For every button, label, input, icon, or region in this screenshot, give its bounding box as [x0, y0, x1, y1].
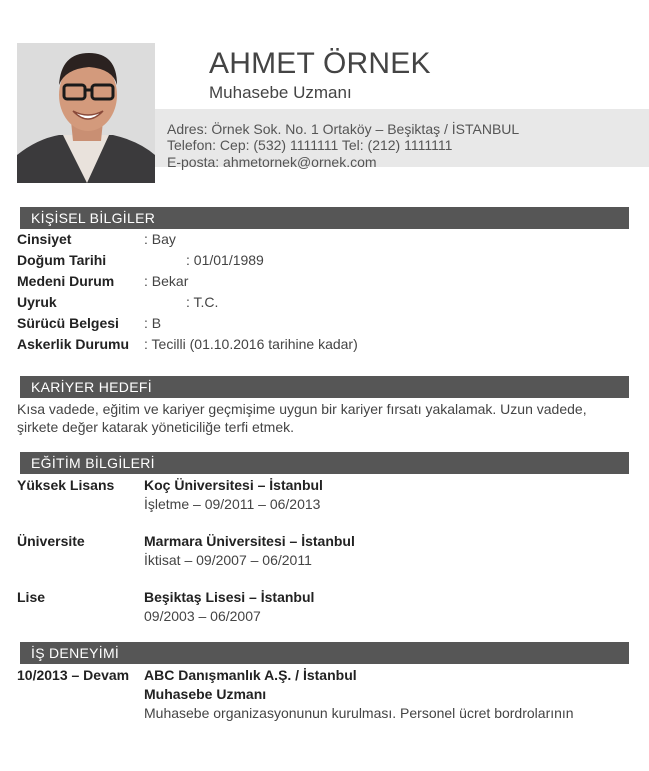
- section-heading-education: EĞİTİM BİLGİLERİ: [20, 452, 629, 474]
- personal-label: Medeni Durum: [17, 273, 115, 289]
- education-school: Marmara Üniversitesi – İstanbul: [144, 533, 355, 549]
- personal-label: Sürücü Belgesi: [17, 315, 119, 331]
- profile-photo: [17, 43, 155, 183]
- career-objective-text: Kısa vadede, eğitim ve kariyer geçmişime uygun bir kariyer fırsatı yakalamak. Uzun vadede, şirkete değer katarak yöneticiliğe terfi etmek.: [17, 401, 587, 435]
- education-detail: İktisat – 09/2007 – 06/2011: [144, 552, 312, 568]
- personal-label: Uyruk: [17, 294, 57, 310]
- personal-label: Doğum Tarihi: [17, 252, 107, 268]
- personal-value: : Tecilli (01.10.2016 tarihine kadar): [144, 336, 358, 352]
- personal-label: Cinsiyet: [17, 231, 72, 247]
- experience-period: 10/2013 – Devam: [17, 667, 130, 683]
- contact-email: E-posta: ahmetornek@ornek.com: [167, 154, 377, 170]
- education-level: Üniversite: [17, 533, 85, 549]
- personal-value: : T.C.: [186, 294, 219, 310]
- education-school: Beşiktaş Lisesi – İstanbul: [144, 589, 315, 605]
- experience-company: ABC Danışmanlık A.Ş. / İstanbul: [144, 667, 357, 683]
- experience-position: Muhasebe Uzmanı: [144, 686, 267, 702]
- personal-value: : Bekar: [144, 273, 189, 289]
- education-school: Koç Üniversitesi – İstanbul: [144, 477, 323, 493]
- personal-value: : Bay: [144, 231, 176, 247]
- section-heading-experience: İŞ DENEYİMİ: [20, 642, 629, 664]
- personal-value: : 01/01/1989: [186, 252, 264, 268]
- education-level: Yüksek Lisans: [17, 477, 115, 493]
- education-level: Lise: [17, 589, 46, 605]
- experience-description: Muhasebe organizasyonunun kurulması. Personel ücret bordrolarının: [144, 705, 574, 721]
- contact-address: Adres: Örnek Sok. No. 1 Ortaköy – Beşiktaş / İSTANBUL: [167, 121, 520, 137]
- section-heading-personal: KİŞİSEL BİLGİLER: [20, 207, 629, 229]
- education-detail: 09/2003 – 06/2007: [144, 608, 261, 624]
- candidate-title: Muhasebe Uzmanı: [209, 83, 352, 102]
- contact-phone: Telefon: Cep: (532) 1111111 Tel: (212) 1111111: [167, 137, 453, 153]
- personal-value: : B: [144, 315, 162, 331]
- personal-label: Askerlik Durumu: [17, 336, 130, 352]
- section-heading-career: KARİYER HEDEFİ: [20, 376, 629, 398]
- education-detail: İşletme – 09/2011 – 06/2013: [144, 496, 321, 512]
- candidate-name: AHMET ÖRNEK: [209, 47, 431, 80]
